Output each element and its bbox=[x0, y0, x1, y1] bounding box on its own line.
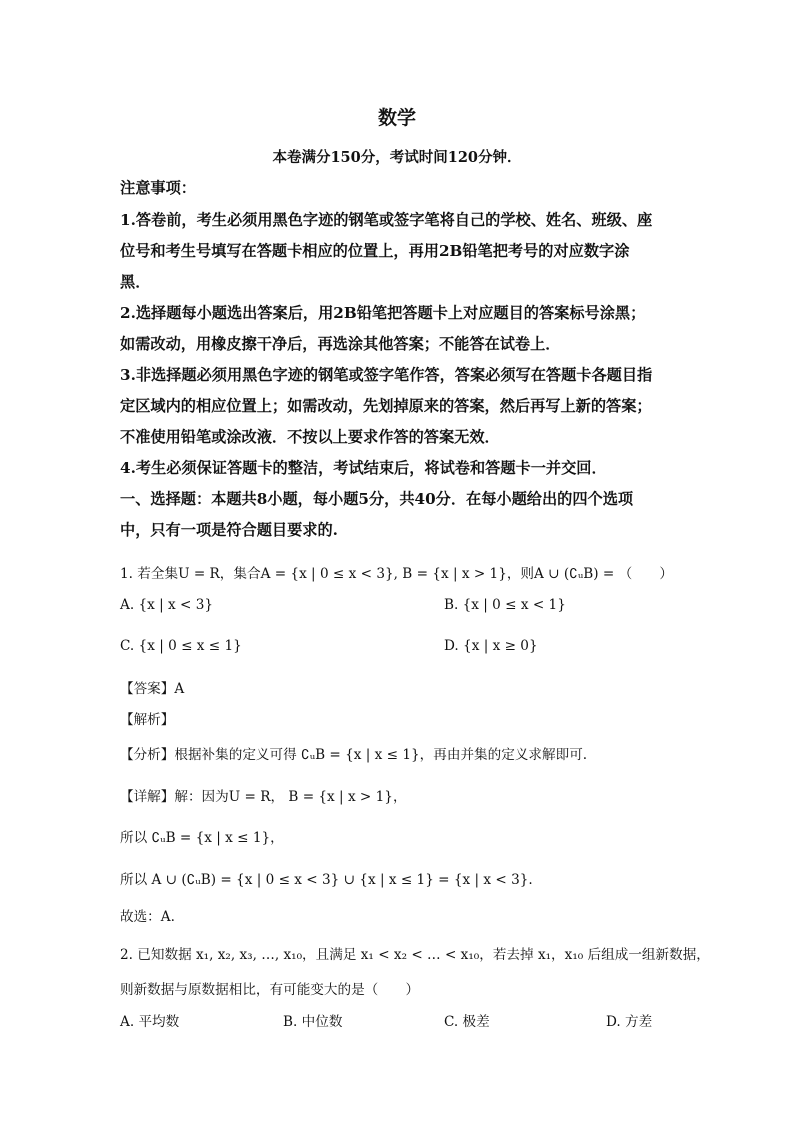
question-1-option-b: B. {x | 0 ≤ x < 1} bbox=[444, 597, 566, 613]
detail-line: 所以 A ∪ (∁ᵤB) = {x | 0 ≤ x < 3} ∪ {x | x ≤ 1} = {x | x < 3}. bbox=[120, 872, 533, 888]
notice-line: 定区域内的相应位置上；如需改动，先划掉原来的答案，然后再写上新的答案； bbox=[120, 397, 652, 415]
choice-line: 故选：A. bbox=[120, 909, 175, 925]
notice-line: 4.考生必须保证答题卡的整洁，考试结束后，将试卷和答题卡一并交回． bbox=[120, 459, 607, 477]
answer-line: 【答案】A bbox=[120, 681, 185, 697]
exam-info: 本卷满分150分，考试时间120分钟． bbox=[272, 149, 522, 166]
notice-line: 黑． bbox=[120, 273, 151, 291]
analysis-tag: 【解析】 bbox=[120, 712, 175, 728]
notice-line: 如需改动，用橡皮擦干净后，再选涂其他答案；不能答在试卷上． bbox=[120, 335, 561, 353]
notice-line: 2.选择题每小题选出答案后，用2B铅笔把答题卡上对应题目的答案标号涂黑； bbox=[120, 304, 646, 322]
question-1-option-d: D. {x | x ≥ 0} bbox=[444, 638, 538, 654]
notice-line: 不准使用铅笔或涂改液．不按以上要求作答的答案无效． bbox=[120, 428, 500, 446]
question-2-stem: 则新数据与原数据相比，有可能变大的是（ ） bbox=[120, 982, 420, 998]
notice-heading: 注意事项： bbox=[120, 179, 196, 197]
section-heading: 中，只有一项是符合题目要求的. bbox=[120, 521, 338, 539]
question-2-option-b: B. 中位数 bbox=[283, 1014, 343, 1030]
question-2-stem: 2. 已知数据 x₁, x₂, x₃, …, x₁₀，且满足 x₁ < x₂ < … < x₁₀，若去掉 x₁，x₁₀ 后组成一组新数据， bbox=[120, 947, 710, 963]
notice-line: 3.非选择题必须用黑色字迹的钢笔或签字笔作答，答案必须写在答题卡各题目指 bbox=[120, 366, 653, 384]
notice-line: 位号和考生号填写在答题卡相应的位置上，再用2B铅笔把考号的对应数字涂 bbox=[120, 242, 630, 260]
detail-line: 【详解】解：因为U = R， B = {x | x > 1}， bbox=[120, 789, 407, 805]
detail-line: 所以 ∁ᵤB = {x | x ≤ 1}， bbox=[120, 830, 284, 846]
question-1-stem: 1. 若全集U = R，集合A = {x | 0 ≤ x < 3}, B = {x | x > 1}，则A ∪ (∁ᵤB) = （ ） bbox=[120, 566, 673, 582]
analysis-line: 【分析】根据补集的定义可得 ∁ᵤB = {x | x ≤ 1}，再由并集的定义求解即可. bbox=[120, 747, 588, 763]
page-title: 数学 bbox=[377, 107, 416, 129]
notice-line: 1.答卷前，考生必须用黑色字迹的钢笔或签字笔将自己的学校、姓名、班级、座 bbox=[120, 211, 653, 229]
question-2-option-c: C. 极差 bbox=[444, 1014, 490, 1030]
question-2-option-d: D. 方差 bbox=[606, 1014, 653, 1030]
question-2-option-a: A. 平均数 bbox=[120, 1014, 180, 1030]
question-1-option-c: C. {x | 0 ≤ x ≤ 1} bbox=[120, 638, 242, 654]
section-heading: 一、选择题：本题共8小题，每小题5分，共40分．在每小题给出的四个选项 bbox=[120, 490, 634, 508]
question-1-option-a: A. {x | x < 3} bbox=[120, 597, 213, 613]
